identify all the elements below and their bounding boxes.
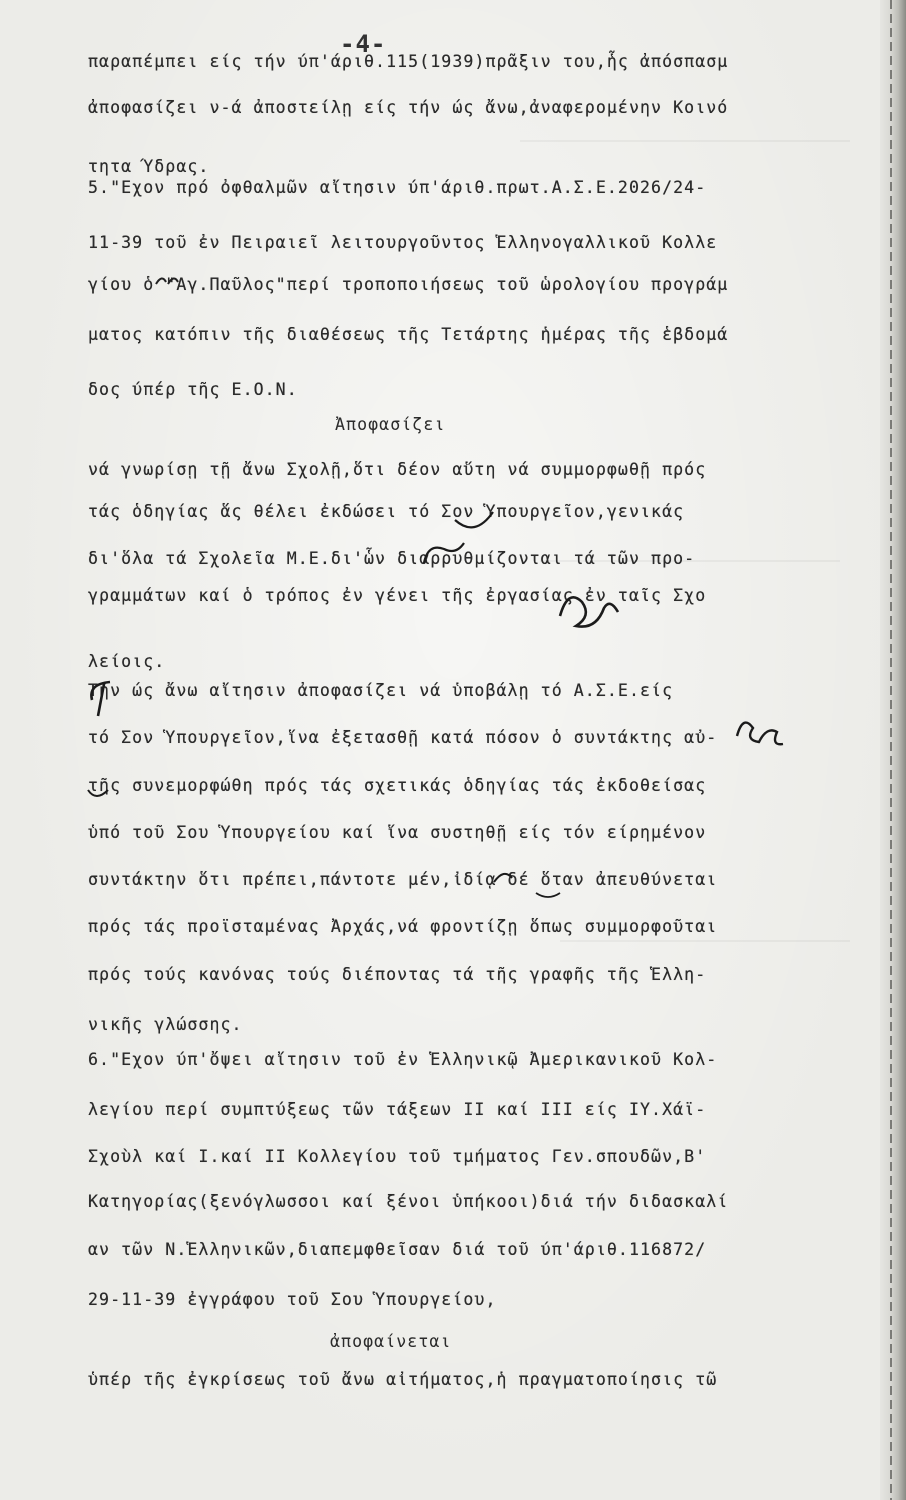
text-line: τό Σον Ὑπουργεῖον,ἵνα ἐξετασθῇ κατά πόσον ὁ συντάκτης αὐ- <box>88 728 718 747</box>
text-line: γίου ὁ "Αγ.Παῦλος"περί τροποποιήσεως τοῦ ὡρολογίου προγράμ <box>88 275 729 294</box>
text-line: δος ύπέρ τῆς Ε.Ο.Ν. <box>88 380 298 399</box>
text-line: 5."Εχον πρό ὀφθαλμῶν αἴτησιν ύπ'άριθ.πρωτ.Α.Σ.Ε.2026/24- <box>88 178 707 197</box>
bleed-through-mark <box>520 140 850 142</box>
binding-rule <box>890 0 892 1500</box>
correction-stroke <box>536 893 560 897</box>
text-line: παραπέμπει είς τήν ύπ'άριθ.115(1939)πρᾶξιν του,ἧς ἀπόσπασμ <box>88 52 729 71</box>
page-number: -4- <box>340 30 387 58</box>
page-edge-binding <box>880 0 906 1500</box>
text-line: 11-39 τοῦ ἐν Πειραιεῖ λειτουργοῦντος Ἑλληνογαλλικοῦ Κολλε <box>88 233 718 252</box>
text-line: ὑπό τοῦ Σου Ὑπουργείου καί ἵνα συστηθῇ είς τόν είρημένον <box>88 823 707 842</box>
text-line: γραμμάτων καί ὁ τρόπος ἐν γένει τῆς ἐργασίας ἐν ταῖς Σχο <box>88 586 707 605</box>
text-line: συντάκτην ὅτι πρέπει,πάντοτε μέν,ἰδίᾳ δέ ὅταν ἀπευθύνεται <box>88 870 718 889</box>
text-line: αν τῶν Ν.Ἑλληνικῶν,διαπεμφθεῖσαν διά τοῦ ύπ'άριθ.116872/ <box>88 1240 707 1259</box>
handwritten-correction-stroke <box>737 723 783 745</box>
text-line: νικῆς γλώσσης. <box>88 1015 243 1034</box>
text-line: Τήν ώς ἄνω αἴτησιν ἀποφασίζει νά ὑποβάλῃ τό Α.Σ.Ε.είς <box>88 681 674 700</box>
text-line: Κατηγορίας(ξενόγλωσσοι καί ξένοι ὑπήκοοι)διά τήν διδασκαλί <box>88 1192 729 1211</box>
section-heading-apofainetai: ἀποφαίνεται <box>330 1332 452 1351</box>
text-line: Σχοὺλ καί Ι.καί ΙΙ Κολλεγίου τοῦ τμήματος Γεν.σπουδῶν,Β' <box>88 1147 707 1166</box>
section-heading-apofasizei: Ἀποφασίζει <box>335 415 446 434</box>
text-line: 6."Εχον ύπ'ὄψει αἴτησιν τοῦ ἐν Ἑλληνικῷ Ἀμερικανικοῦ Κολ- <box>88 1050 718 1069</box>
text-line: νά γνωρίσῃ τῇ ἄνω Σχολῇ,ὅτι δέον αὕτη νά συμμορφωθῇ πρός <box>88 460 707 479</box>
text-line: 29-11-39 ἐγγράφου τοῦ Σου Ὑπουργείου, <box>88 1290 497 1309</box>
text-line: πρός τούς κανόνας τούς διέποντας τά τῆς γραφῆς τῆς Ἑλλη- <box>88 965 707 984</box>
text-line: τητα Ύδρας. <box>88 157 210 176</box>
bleed-through-mark <box>560 940 850 942</box>
text-line: ματος κατόπιν τῆς διαθέσεως τῆς Τετάρτης ἡμέρας τῆς ἑβδομά <box>88 325 729 344</box>
text-line: λεγίου περί συμπτύξεως τῶν τάξεων ΙΙ καί ΙΙΙ είς ΙΥ.Χάϊ- <box>88 1100 707 1119</box>
text-line: λείοις. <box>88 652 166 671</box>
text-line: τάς ὁδηγίας ἅς θέλει ἐκδώσει τό Σον Ὑπουργεῖον,γενικάς <box>88 502 685 521</box>
text-line: τῆς συνεμορφώθη πρός τάς σχετικάς ὁδηγίας τάς ἐκδοθείσας <box>88 776 707 795</box>
text-line: ἀποφασίζει ν-ά ἀποστείλῃ είς τήν ώς ἄνω,ἀναφερομένην Κοινό <box>88 98 729 117</box>
text-line: δι'ὅλα τά Σχολεῖα Μ.Ε.δι'ὧν διαρρυθμίζονται τά τῶν προ- <box>88 549 696 568</box>
text-line: ὑπέρ τῆς ἐγκρίσεως τοῦ ἄνω αἰτήματος,ἡ πραγματοποίησις τῶ <box>88 1370 718 1389</box>
text-line: πρός τάς προϊσταμένας Ἀρχάς,νά φροντίζῃ ὅπως συμμορφοῦται <box>88 917 718 936</box>
